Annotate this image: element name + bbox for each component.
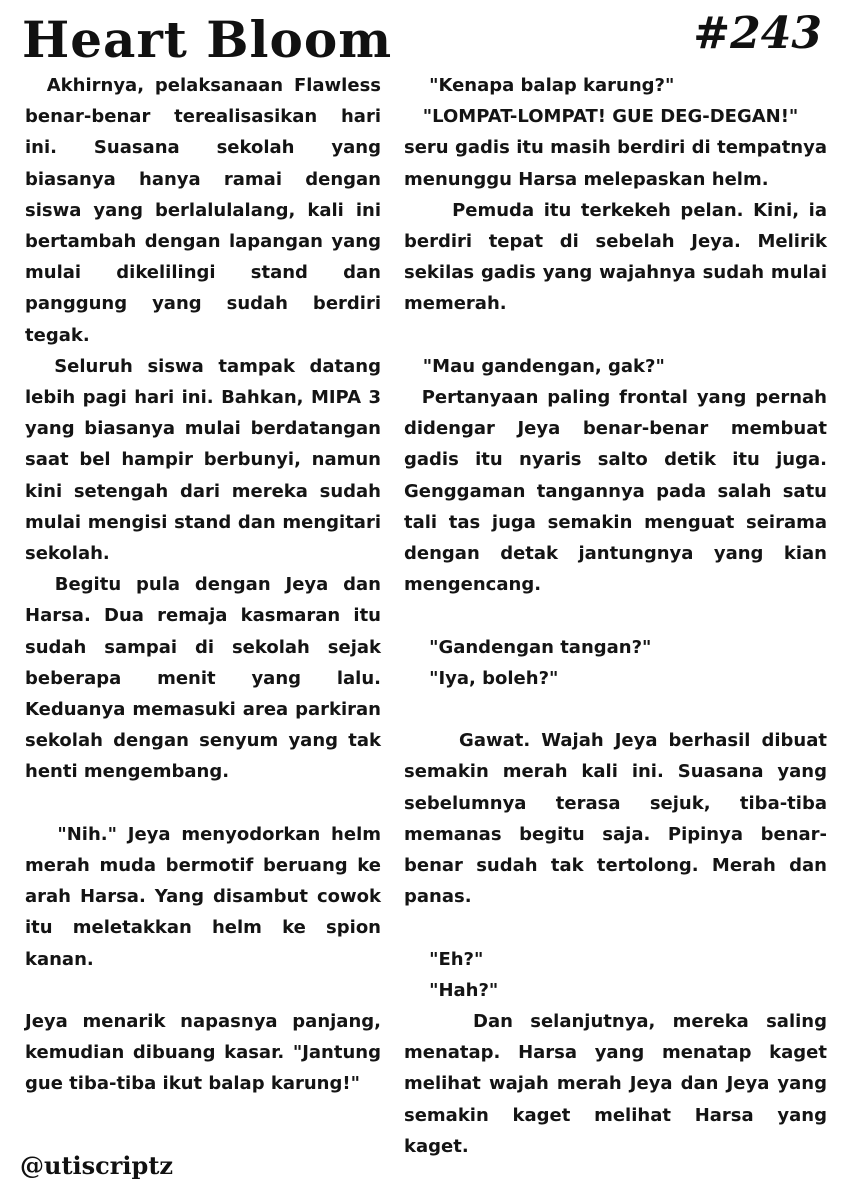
dialogue-line: "LOMPAT-LOMPAT! GUE DEG-DEGAN!" bbox=[404, 106, 799, 128]
paragraph: Akhirnya, pelaksanaan Flawless benar-benar terealisasikan hari ini. Suasana sekolah yang biasanya hanya ramai dengan siswa yang berlalulalang, kali ini bertambah dengan lapangan yang mulai dikelilingi stand dan panggung yang sudah berdiri tegak. bbox=[25, 75, 381, 346]
paragraph: "Nih." Jeya menyodorkan helm merah muda bermotif beruang ke arah Harsa. Yang disambut cowok itu meletakkan helm ke spion kanan. bbox=[25, 823, 381, 970]
page-title: Heart Bloom bbox=[22, 10, 393, 69]
left-column bbox=[25, 70, 381, 1100]
paragraph: Pemuda itu terkekeh pelan. Kini, ia berdiri tepat di sebelah Jeya. Melirik sekilas gadis yang wajahnya sudah mulai memerah. bbox=[404, 199, 827, 315]
paragraph: Pertanyaan paling frontal yang pernah didengar Jeya benar-benar membuat gadis itu nyaris salto detik itu juga. Genggaman tangannya pada salah satu tali tas juga semakin menguat seirama dengan detak jantungnya yang kian mengencang. bbox=[404, 387, 827, 596]
paragraph: Gawat. Wajah Jeya berhasil dibuat semakin merah kali ini. Suasana yang sebelumnya terasa sejuk, tiba-tiba memanas begitu saja. Pipinya benar-benar sudah tak tertolong. Merah dan panas. bbox=[404, 730, 827, 908]
dialogue-line: "Hah?" bbox=[404, 979, 499, 1001]
dialogue-line: "Eh?" bbox=[404, 948, 484, 970]
paragraph: seru gadis itu masih berdiri di tempatnya menunggu Harsa melepaskan helm. bbox=[404, 137, 827, 190]
dialogue-line: "Mau gandengan, gak?" bbox=[404, 355, 665, 377]
issue-number: #243 bbox=[693, 8, 822, 59]
paragraph: Jeya menarik napasnya panjang, kemudian dibuang kasar. "Jantung gue tiba-tiba ikut balap karung!" bbox=[25, 1011, 381, 1095]
paragraph: Begitu pula dengan Jeya dan Harsa. Dua remaja kasmaran itu sudah sampai di sekolah sejak beberapa menit yang lalu. Keduanya memasuki area parkiran sekolah dengan senyum yang tak henti mengembang. bbox=[25, 574, 381, 783]
paragraph: Seluruh siswa tampak datang lebih pagi hari ini. Bahkan, MIPA 3 yang biasanya mulai berdatangan saat bel hampir berbunyi, namun kini setengah dari mereka sudah mulai mengisi stand dan mengitari sekolah. bbox=[25, 355, 381, 565]
dialogue-line: "Gandengan tangan?" bbox=[404, 636, 652, 658]
dialogue-line: "Kenapa balap karung?" bbox=[404, 75, 675, 96]
right-column bbox=[404, 70, 827, 1162]
author-handle: @utiscriptz bbox=[20, 1151, 174, 1180]
paragraph: Dan selanjutnya, mereka saling menatap. Harsa yang menatap kaget melihat wajah merah Jeya dan Jeya yang semakin kaget melihat Harsa yang kaget. bbox=[404, 1011, 827, 1157]
dialogue-line: "Iya, boleh?" bbox=[404, 667, 559, 689]
